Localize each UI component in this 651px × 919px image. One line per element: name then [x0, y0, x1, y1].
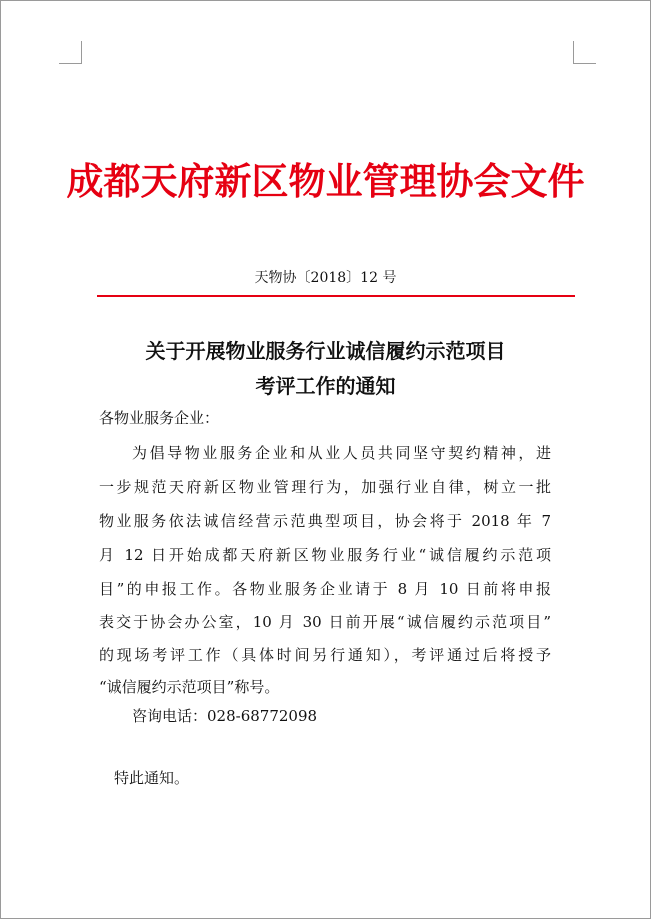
body-line: 月 12 日开始成都天府新区物业服务行业“诚信履约示范项: [99, 546, 551, 564]
crop-mark-top-right: [573, 41, 596, 64]
notice-title-line-1: 关于开展物业服务行业诚信履约示范项目: [145, 339, 506, 363]
body-line: 目”的申报工作。各物业服务企业请于 8 月 10 日前将申报: [99, 580, 551, 598]
closing-remark: 特此通知。: [114, 769, 190, 787]
body-line: “诚信履约示范项目”称号。: [99, 678, 280, 696]
header-title: 成都天府新区物业管理协会文件: [66, 160, 585, 203]
body-line: 一步规范天府新区物业管理行为，加强行业自律，树立一批: [99, 478, 551, 496]
contact-phone: 咨询电话：028-68772098: [132, 707, 318, 725]
salutation: 各物业服务企业：: [99, 409, 220, 427]
body-line: 的现场考评工作（具体时间另行通知），考评通过后将授予: [99, 646, 551, 664]
body-line: 表交于协会办公室，10 月 30 日前开展“诚信履约示范项目”: [99, 613, 551, 631]
body-line: 物业服务依法诚信经营示范典型项目，协会将于 2018 年 7: [99, 512, 551, 530]
body-line: 为倡导物业服务企业和从业人员共同坚守契约精神，进: [132, 444, 551, 462]
document-number: 天物协〔2018〕12 号: [254, 270, 397, 286]
red-divider: [97, 295, 575, 297]
notice-title-line-2: 考评工作的通知: [255, 374, 396, 398]
crop-mark-top-left: [59, 41, 82, 64]
